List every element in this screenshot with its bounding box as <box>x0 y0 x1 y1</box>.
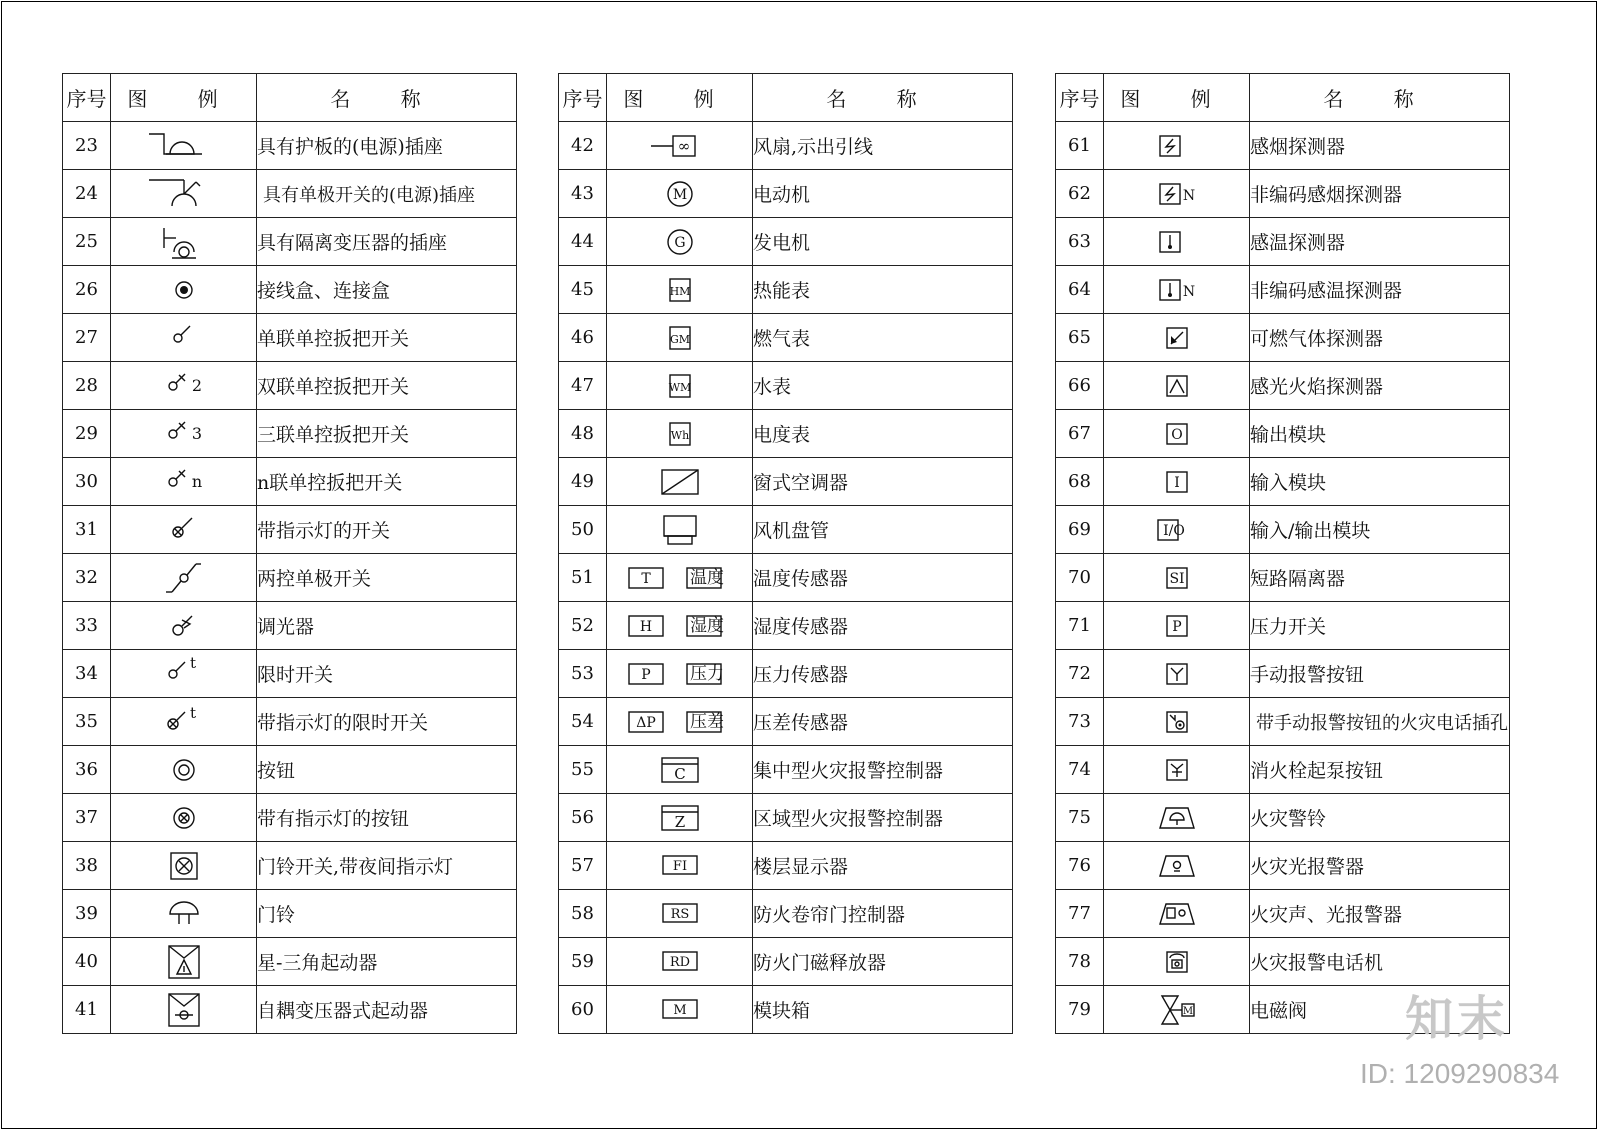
symbol-name: 三联单控扳把开关 <box>257 410 517 458</box>
row-number: 29 <box>63 410 111 458</box>
table-row <box>1056 938 1510 986</box>
row-number: 44 <box>559 218 607 266</box>
switch-1-icon <box>111 314 257 362</box>
table-row <box>559 554 1013 602</box>
row-number: 65 <box>1056 314 1104 362</box>
row-number: 36 <box>63 746 111 794</box>
header-num: 序号 <box>63 74 111 122</box>
svg-text:ΔP: ΔP <box>635 714 656 731</box>
row-number: 63 <box>1056 218 1104 266</box>
row-number: 47 <box>559 362 607 410</box>
header-num: 序号 <box>559 74 607 122</box>
table-row <box>63 986 517 1034</box>
module-box-icon <box>607 986 753 1034</box>
row-number: 42 <box>559 122 607 170</box>
symbol-name: 温度传感器 <box>753 554 1013 602</box>
dimmer-icon <box>111 602 257 650</box>
table-row <box>559 602 1013 650</box>
svg-text:HM: HM <box>669 284 690 298</box>
table-row <box>559 410 1013 458</box>
symbol-name: 燃气表 <box>753 314 1013 362</box>
doorbell-icon <box>111 890 257 938</box>
row-number: 46 <box>559 314 607 362</box>
svg-text:C: C <box>673 764 686 783</box>
symbol-name: 自耦变压器式起动器 <box>257 986 517 1034</box>
table-row <box>1056 602 1510 650</box>
symbol-name: 带指示灯的限时开关 <box>257 698 517 746</box>
flame-detector-icon <box>1104 362 1250 410</box>
table-row <box>559 170 1013 218</box>
table-row <box>559 218 1013 266</box>
table-row <box>1056 170 1510 218</box>
row-number: 35 <box>63 698 111 746</box>
svg-text:M: M <box>672 1002 687 1018</box>
row-number: 56 <box>559 794 607 842</box>
row-number: 69 <box>1056 506 1104 554</box>
table-row <box>63 410 517 458</box>
heat-meter-icon <box>607 266 753 314</box>
svg-text:P: P <box>1171 618 1182 635</box>
diff-pressure-sensor-icon <box>607 698 753 746</box>
solenoid-valve-icon <box>1104 986 1250 1034</box>
watermark-logo: 知末 <box>1405 991 1510 1047</box>
table-row <box>63 602 517 650</box>
junction-box-icon <box>111 266 257 314</box>
symbol-name: 压力传感器 <box>753 650 1013 698</box>
row-number: 37 <box>63 794 111 842</box>
switch-n-icon <box>111 458 257 506</box>
row-number: 79 <box>1056 986 1104 1034</box>
symbol-name: 带手动报警按钮的火灾电话插孔 <box>1250 698 1510 746</box>
row-number: 59 <box>559 938 607 986</box>
symbol-name: 带有指示灯的按钮 <box>257 794 517 842</box>
symbol-name: 按钮 <box>257 746 517 794</box>
table-row <box>1056 410 1510 458</box>
table-row <box>559 314 1013 362</box>
svg-text:Wh: Wh <box>670 428 689 442</box>
svg-text:n: n <box>191 471 202 491</box>
row-number: 45 <box>559 266 607 314</box>
symbol-name: 电度表 <box>753 410 1013 458</box>
central-fire-controller-icon <box>607 746 753 794</box>
row-number: 71 <box>1056 602 1104 650</box>
symbol-name: 手动报警按钮 <box>1250 650 1510 698</box>
table-row <box>1056 506 1510 554</box>
table-row <box>63 698 517 746</box>
symbol-name: 火灾光报警器 <box>1250 842 1510 890</box>
row-number: 78 <box>1056 938 1104 986</box>
row-number: 28 <box>63 362 111 410</box>
table-row <box>63 314 517 362</box>
table-row <box>63 842 517 890</box>
svg-text:N: N <box>1182 283 1195 300</box>
symbol-name: n联单控扳把开关 <box>257 458 517 506</box>
socket-switch-icon <box>111 170 257 218</box>
fan-coil-icon <box>607 506 753 554</box>
svg-text:温度: 温度 <box>689 567 724 588</box>
auto-transformer-starter-icon <box>111 986 257 1034</box>
watermark-id: ID: 1209290834 <box>1360 1058 1560 1089</box>
row-number: 34 <box>63 650 111 698</box>
svg-text:RS: RS <box>670 906 689 922</box>
table-row <box>559 506 1013 554</box>
row-number: 67 <box>1056 410 1104 458</box>
symbol-name: 电动机 <box>753 170 1013 218</box>
doorbell-switch-icon <box>111 842 257 890</box>
push-button-icon <box>111 746 257 794</box>
manual-alarm-icon <box>1104 650 1250 698</box>
row-number: 30 <box>63 458 111 506</box>
symbol-name: 湿度传感器 <box>753 602 1013 650</box>
input-module-icon <box>1104 458 1250 506</box>
manual-alarm-phone-icon <box>1104 698 1250 746</box>
symbol-name: 调光器 <box>257 602 517 650</box>
table-row <box>1056 554 1510 602</box>
table-row <box>1056 266 1510 314</box>
svg-text:RD: RD <box>669 954 690 970</box>
symbol-name: 输入/输出模块 <box>1250 506 1510 554</box>
symbol-name: 双联单控扳把开关 <box>257 362 517 410</box>
symbol-name: 风机盘管 <box>753 506 1013 554</box>
table-row <box>63 266 517 314</box>
header-symbol: 图 例 <box>1104 74 1250 122</box>
row-number: 50 <box>559 506 607 554</box>
symbol-name: 楼层显示器 <box>753 842 1013 890</box>
table-row <box>63 362 517 410</box>
row-number: 52 <box>559 602 607 650</box>
shutter-controller-icon <box>607 890 753 938</box>
symbol-name: 具有隔离变压器的插座 <box>257 218 517 266</box>
table-row <box>1056 218 1510 266</box>
area-fire-controller-icon <box>607 794 753 842</box>
table-row <box>1056 650 1510 698</box>
row-number: 25 <box>63 218 111 266</box>
row-number: 51 <box>559 554 607 602</box>
row-number: 75 <box>1056 794 1104 842</box>
table-row <box>1056 122 1510 170</box>
row-number: 58 <box>559 890 607 938</box>
symbol-name: 压力开关 <box>1250 602 1510 650</box>
row-number: 57 <box>559 842 607 890</box>
symbol-name: 水表 <box>753 362 1013 410</box>
svg-text:M: M <box>672 186 687 203</box>
table-row <box>63 650 517 698</box>
symbol-name: 火灾报警电话机 <box>1250 938 1510 986</box>
gas-meter-icon <box>607 314 753 362</box>
symbol-name: 非编码感温探测器 <box>1250 266 1510 314</box>
row-number: 64 <box>1056 266 1104 314</box>
door-release-icon <box>607 938 753 986</box>
table-row <box>1056 314 1510 362</box>
table-row <box>63 218 517 266</box>
legend-table-3 <box>1055 73 1510 1034</box>
window-ac-icon <box>607 458 753 506</box>
row-number: 38 <box>63 842 111 890</box>
table-row <box>63 794 517 842</box>
svg-text:WM: WM <box>668 380 691 394</box>
table-row <box>559 698 1013 746</box>
floor-display-icon <box>607 842 753 890</box>
row-number: 68 <box>1056 458 1104 506</box>
row-number: 62 <box>1056 170 1104 218</box>
row-number: 26 <box>63 266 111 314</box>
table-row <box>559 938 1013 986</box>
symbol-name: 风扇,示出引线 <box>753 122 1013 170</box>
svg-text:SI: SI <box>1168 570 1185 587</box>
symbol-name: 星-三角起动器 <box>257 938 517 986</box>
row-number: 39 <box>63 890 111 938</box>
symbol-name: 输出模块 <box>1250 410 1510 458</box>
symbol-name: 区域型火灾报警控制器 <box>753 794 1013 842</box>
symbol-name: 火灾声、光报警器 <box>1250 890 1510 938</box>
symbol-name: 非编码感烟探测器 <box>1250 170 1510 218</box>
electric-meter-icon <box>607 410 753 458</box>
row-number: 61 <box>1056 122 1104 170</box>
fire-phone-icon <box>1104 938 1250 986</box>
svg-text:M: M <box>1182 1005 1193 1017</box>
svg-text:t: t <box>189 653 196 672</box>
fan-icon <box>607 122 753 170</box>
table-row <box>559 746 1013 794</box>
hydrant-button-icon <box>1104 746 1250 794</box>
row-number: 32 <box>63 554 111 602</box>
svg-text:∞: ∞ <box>677 136 690 155</box>
symbol-name: 两控单极开关 <box>257 554 517 602</box>
fire-bell-icon <box>1104 794 1250 842</box>
table-row <box>1056 842 1510 890</box>
table-row <box>63 170 517 218</box>
table-row <box>1056 458 1510 506</box>
row-number: 77 <box>1056 890 1104 938</box>
table-row <box>559 890 1013 938</box>
symbol-name: 具有单极开关的(电源)插座 <box>257 170 517 218</box>
row-number: 40 <box>63 938 111 986</box>
row-number: 33 <box>63 602 111 650</box>
row-number: 24 <box>63 170 111 218</box>
switch-lamp-icon <box>111 506 257 554</box>
row-number: 49 <box>559 458 607 506</box>
pressure-switch-icon <box>1104 602 1250 650</box>
socket-shield-icon <box>111 122 257 170</box>
row-number: 48 <box>559 410 607 458</box>
row-number: 73 <box>1056 698 1104 746</box>
table-row <box>63 746 517 794</box>
header-name: 名 称 <box>753 74 1013 122</box>
table-row <box>559 650 1013 698</box>
symbol-name: 接线盒、连接盒 <box>257 266 517 314</box>
fire-strobe-icon <box>1104 842 1250 890</box>
row-number: 54 <box>559 698 607 746</box>
table-row <box>63 554 517 602</box>
row-number: 41 <box>63 986 111 1034</box>
switch-2-icon <box>111 362 257 410</box>
table-row <box>1056 794 1510 842</box>
svg-text:3: 3 <box>191 423 202 443</box>
heat-detector-icon <box>1104 218 1250 266</box>
symbol-name: 防火卷帘门控制器 <box>753 890 1013 938</box>
symbol-name: 带指示灯的开关 <box>257 506 517 554</box>
table-row <box>63 122 517 170</box>
header-name: 名 称 <box>1250 74 1510 122</box>
row-number: 23 <box>63 122 111 170</box>
svg-text:N: N <box>1182 187 1195 204</box>
svg-text:I: I <box>1173 474 1180 491</box>
row-number: 43 <box>559 170 607 218</box>
symbol-name: 防火门磁释放器 <box>753 938 1013 986</box>
symbol-name: 输入模块 <box>1250 458 1510 506</box>
svg-text:GM: GM <box>669 332 690 346</box>
row-number: 72 <box>1056 650 1104 698</box>
svg-text:G: G <box>673 234 686 251</box>
row-number: 60 <box>559 986 607 1034</box>
legend-table-1 <box>62 73 517 1034</box>
timer-switch-lamp-icon <box>111 698 257 746</box>
humidity-sensor-icon <box>607 602 753 650</box>
symbol-name: 模块箱 <box>753 986 1013 1034</box>
io-module-icon <box>1104 506 1250 554</box>
symbol-name: 具有护板的(电源)插座 <box>257 122 517 170</box>
row-number: 55 <box>559 746 607 794</box>
row-number: 74 <box>1056 746 1104 794</box>
heat-detector-n-icon <box>1104 266 1250 314</box>
row-number: 27 <box>63 314 111 362</box>
output-module-icon <box>1104 410 1250 458</box>
symbol-name: 窗式空调器 <box>753 458 1013 506</box>
star-delta-starter-icon <box>111 938 257 986</box>
generator-icon <box>607 218 753 266</box>
svg-text:Z: Z <box>674 812 685 831</box>
table-row <box>559 362 1013 410</box>
table-row <box>63 938 517 986</box>
symbol-name: 短路隔离器 <box>1250 554 1510 602</box>
symbol-name: 感烟探测器 <box>1250 122 1510 170</box>
symbol-name: 电磁阀 <box>1250 986 1510 1034</box>
symbol-name: 感光火焰探测器 <box>1250 362 1510 410</box>
symbol-name: 集中型火灾报警控制器 <box>753 746 1013 794</box>
symbol-name: 热能表 <box>753 266 1013 314</box>
timer-switch-icon <box>111 650 257 698</box>
symbol-name: 压差传感器 <box>753 698 1013 746</box>
table-row <box>559 458 1013 506</box>
table-row <box>63 506 517 554</box>
svg-text:I/O: I/O <box>1162 522 1185 539</box>
symbol-name: 消火栓起泵按钮 <box>1250 746 1510 794</box>
table-row <box>559 842 1013 890</box>
temp-sensor-icon <box>607 554 753 602</box>
row-number: 31 <box>63 506 111 554</box>
header-num: 序号 <box>1056 74 1104 122</box>
table-row <box>63 890 517 938</box>
row-number: 76 <box>1056 842 1104 890</box>
switch-two-way-icon <box>111 554 257 602</box>
pressure-sensor-icon <box>607 650 753 698</box>
svg-text:H: H <box>639 618 652 635</box>
svg-text:压差: 压差 <box>689 711 724 732</box>
table-row <box>559 986 1013 1034</box>
symbol-name: 门铃 <box>257 890 517 938</box>
smoke-detector-n-icon <box>1104 170 1250 218</box>
table-row <box>559 122 1013 170</box>
symbol-name: 单联单控扳把开关 <box>257 314 517 362</box>
push-button-lamp-icon <box>111 794 257 842</box>
symbol-name: 限时开关 <box>257 650 517 698</box>
svg-text:t: t <box>189 703 196 722</box>
socket-transformer-icon <box>111 218 257 266</box>
symbol-name: 感温探测器 <box>1250 218 1510 266</box>
svg-text:湿度: 湿度 <box>689 615 724 636</box>
fire-sounder-strobe-icon <box>1104 890 1250 938</box>
row-number: 53 <box>559 650 607 698</box>
switch-3-icon <box>111 410 257 458</box>
legend-table-2 <box>558 73 1013 1034</box>
row-number: 70 <box>1056 554 1104 602</box>
header-name: 名 称 <box>257 74 517 122</box>
svg-text:FI: FI <box>672 858 687 874</box>
table-row <box>63 458 517 506</box>
table-row <box>1056 362 1510 410</box>
header-symbol: 图 例 <box>607 74 753 122</box>
short-circuit-isolator-icon <box>1104 554 1250 602</box>
table-row <box>559 266 1013 314</box>
table-row <box>1056 698 1510 746</box>
table-row <box>1056 890 1510 938</box>
svg-text:T: T <box>640 570 651 587</box>
water-meter-icon <box>607 362 753 410</box>
smoke-detector-icon <box>1104 122 1250 170</box>
row-number: 66 <box>1056 362 1104 410</box>
symbol-name: 可燃气体探测器 <box>1250 314 1510 362</box>
table-row <box>559 794 1013 842</box>
svg-text:O: O <box>1170 426 1183 443</box>
header-symbol: 图 例 <box>111 74 257 122</box>
table-row <box>1056 746 1510 794</box>
motor-icon <box>607 170 753 218</box>
svg-text:2: 2 <box>191 375 202 395</box>
svg-text:压力: 压力 <box>689 663 724 684</box>
gas-detector-icon <box>1104 314 1250 362</box>
symbol-name: 门铃开关,带夜间指示灯 <box>257 842 517 890</box>
svg-text:P: P <box>640 666 651 683</box>
symbol-name: 发电机 <box>753 218 1013 266</box>
symbol-name: 火灾警铃 <box>1250 794 1510 842</box>
